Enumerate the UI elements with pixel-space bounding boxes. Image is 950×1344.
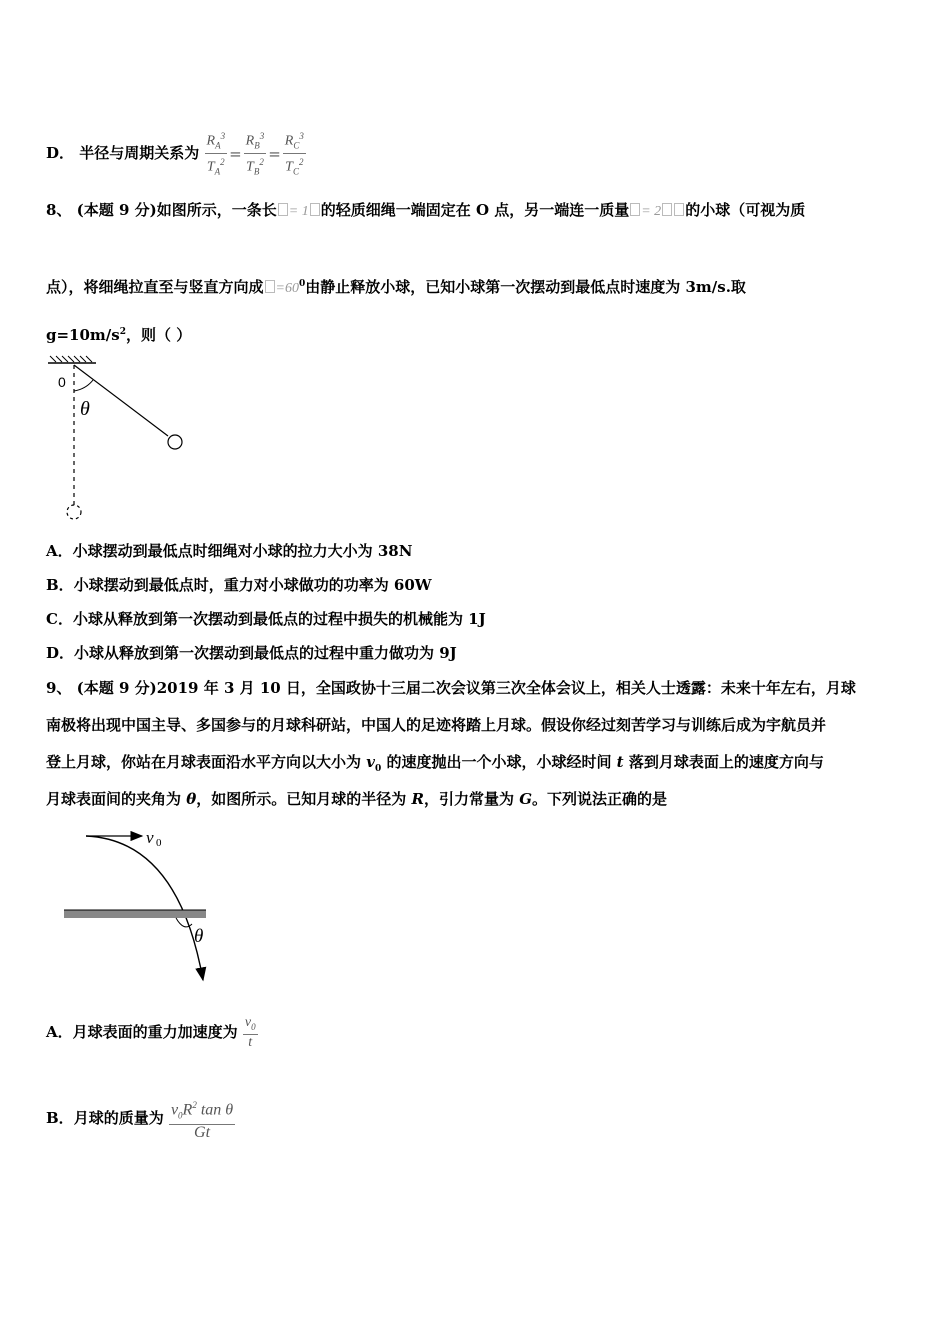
ratio-c: $\frac{R_C^3}{T_C^2}$ bbox=[283, 128, 306, 180]
option-text: 半径与周期关系为 bbox=[79, 143, 200, 162]
q8-option-c: C．小球从释放到第一次摆动到最低点的过程中损失的机械能为 1J bbox=[46, 610, 486, 628]
q8-text: 由静止释放小球，已知小球第一次摆动到最低点时速度为 3m/s.取 bbox=[305, 278, 746, 296]
velocity-label: v bbox=[146, 828, 154, 847]
pendulum-figure bbox=[40, 355, 200, 525]
q8-line1 bbox=[46, 200, 805, 222]
ball bbox=[168, 435, 182, 449]
q9-score: (本题 9 分) bbox=[76, 679, 157, 697]
q8-line3: $g=10m/s^2$，则（ ） bbox=[46, 326, 192, 344]
q8-text: 的轻质细绳一端固定在 O 点，另一端连一质量 bbox=[320, 201, 630, 219]
ball-lowest-position bbox=[67, 505, 81, 519]
q8-option-b: B．小球摆动到最低点时，重力对小球做功的功率为 60W bbox=[46, 576, 432, 594]
q8-number: 8、 bbox=[46, 201, 72, 219]
q8-score: (本题 9 分) bbox=[76, 201, 157, 219]
q8-option-d: D．小球从释放到第一次摆动到最低点的过程中重力做功为 9J bbox=[46, 644, 457, 662]
q9-option-b: B．月球的质量为 $\frac{v_0R^2 \tan \theta}{Gt}$ bbox=[46, 1094, 235, 1142]
angle-label: θ bbox=[80, 398, 90, 420]
origin-label: 0 bbox=[58, 374, 66, 390]
trajectory bbox=[86, 836, 203, 980]
q8-option-a: A．小球摆动到最低点时细绳对小球的拉力大小为 38N bbox=[46, 542, 413, 560]
q9-line4: 月球表面间的夹角为 θ，如图所示。已知月球的半径为 R，引力常量为 G。下列说法正确的是 bbox=[46, 790, 668, 808]
q8-line2: 点），将细绳拉直至与竖直方向成 $=60^0$由静止释放小球，已知小球第一次摆动到最低点时速度为 3m/s.取 bbox=[46, 274, 746, 299]
q9-line1: 9、 (本题 9 分)2019 年 3 月 10 日，全国政协十三届二次会议第三次全体会议上，相关人士透露：未来十年左右，月球 bbox=[46, 679, 856, 697]
svg-text:0: 0 bbox=[156, 837, 162, 849]
ratio-a: $\frac{R_A^3}{T_A^2}$ bbox=[205, 128, 228, 180]
mass-expression: = 2 bbox=[641, 204, 662, 219]
q8-text: ，则（ ） bbox=[126, 326, 192, 344]
q8-text: 的小球（可视为质 bbox=[685, 201, 806, 219]
q8-text: 如图所示，一条长 bbox=[156, 201, 277, 219]
q8-text: 点），将细绳拉直至与竖直方向成 bbox=[46, 278, 264, 296]
length-expression: = 1 bbox=[288, 204, 309, 219]
q9-number: 9、 bbox=[46, 679, 72, 697]
angle-expression: =60 bbox=[275, 281, 299, 296]
prev-option-d: D． 半径与周期关系为 $\frac{R_A^3}{T_A^2}$ = $\frac{R_B^3}{T_B^2}$ = $\frac{R_C^3}{T_C^2}$ bbox=[46, 128, 306, 180]
q9-line2: 南极将出现中国主导、多国参与的月球科研站，中国人的足迹将踏上月球。假设你经过刻苦学习与训练后成为宇航员并 bbox=[46, 716, 827, 734]
option-label: D． bbox=[46, 143, 75, 162]
moon-surface bbox=[64, 910, 206, 918]
ratio-b: $\frac{R_B^3}{T_B^2}$ bbox=[244, 128, 267, 180]
q9-line3: 登上月球，你站在月球表面沿水平方向以大小为 $v_0$ 的速度抛出一个小球，小球经时间 t 落到月球表面上的速度方向与 bbox=[46, 753, 824, 774]
angle-label: θ bbox=[194, 926, 204, 947]
q8-text: g=10m/s bbox=[46, 326, 120, 344]
projectile-figure bbox=[58, 822, 228, 992]
gravity-fraction: $\frac{v_0}{t}$ bbox=[244, 1014, 256, 1051]
mass-fraction: $\frac{v_0R^2 \tan \theta}{Gt}$ bbox=[169, 1097, 235, 1141]
q9-option-a: A．月球表面的重力加速度为 $\frac{v_0}{t}$ bbox=[46, 1014, 256, 1051]
